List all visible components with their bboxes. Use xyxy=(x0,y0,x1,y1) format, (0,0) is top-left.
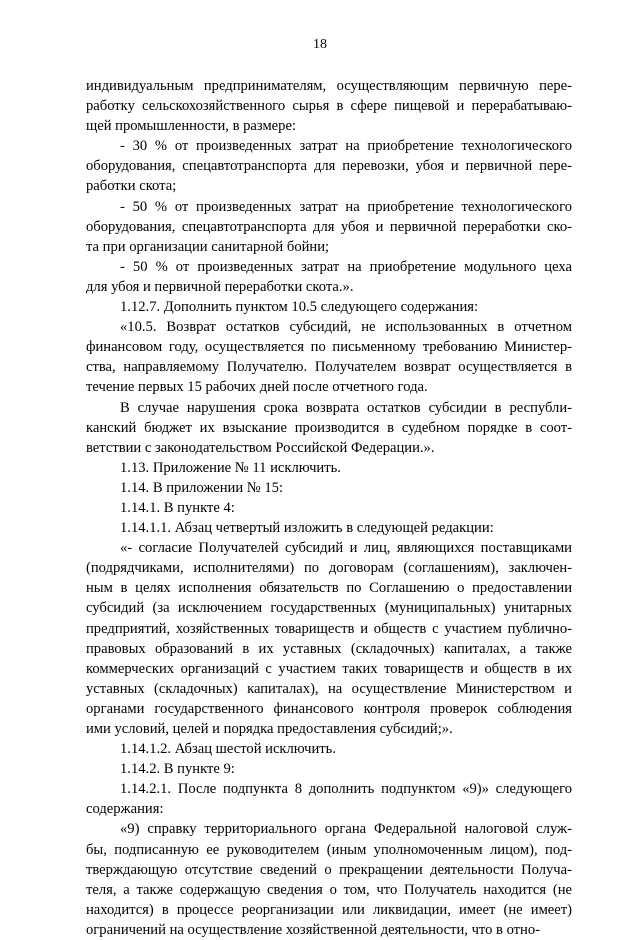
text-line: ным в целях исполнения обязательств по Соглашению о предоставлении xyxy=(86,580,572,597)
text-line: 1.14.1.2. Абзац шестой исключить. xyxy=(120,741,336,758)
paragraph xyxy=(86,498,572,518)
paragraph xyxy=(86,197,572,257)
text-line: 1.14.1. В пункте 4: xyxy=(120,499,235,516)
text-line: 1.14.2.1. После подпункта 8 дополнить подпунктом «9)» следующего xyxy=(120,781,572,798)
text-line: теля, а также содержащую сведения о том, что Получатель находится (не xyxy=(86,881,572,898)
paragraph xyxy=(86,538,572,739)
text-line: - 50 % от произведенных затрат на приобретение технологического xyxy=(120,198,572,215)
text-line: для убоя и первичной переработки скота.». xyxy=(86,278,354,295)
text-line: В случае нарушения срока возврата остатков субсидии в республи- xyxy=(120,399,572,416)
text-line: работки скота; xyxy=(86,178,177,195)
paragraph xyxy=(86,136,572,196)
text-line: щей промышленности, в размере: xyxy=(86,118,296,135)
paragraph xyxy=(86,739,572,759)
text-line: 1.13. Приложение № 11 исключить. xyxy=(120,459,341,476)
text-line: - 50 % от произведенных затрат на приобретение модульного цеха xyxy=(120,258,572,275)
text-line: индивидуальным предпринимателям, осуществляющим первичную пере- xyxy=(86,78,572,94)
paragraph xyxy=(86,819,572,940)
paragraph xyxy=(86,297,572,317)
text-line: органами государственного финансового контроля проверок соблюдения xyxy=(86,700,572,717)
text-line: находится) в процессе реорганизации или ликвидации, имеет (не имеет) xyxy=(86,901,572,918)
paragraph xyxy=(86,317,572,397)
text-line: 1.14.1.1. Абзац четвертый изложить в следующей редакции: xyxy=(120,520,494,537)
text-line: тверждающую отсутствие сведений о прекращении деятельности Получа- xyxy=(86,861,572,878)
text-line: 1.12.7. Дополнить пунктом 10.5 следующего содержания: xyxy=(120,299,479,316)
text-line: коммерческих организаций с участием таких товариществ и обществ в их xyxy=(86,660,572,677)
paragraph xyxy=(86,257,572,297)
text-line: канский бюджет их взыскание производится в судебном порядке в соот- xyxy=(86,419,572,436)
text-line: оборудования, спецавтотранспорта для перевозки, убоя и первичной пере- xyxy=(86,158,572,175)
page-number: 18 xyxy=(313,37,327,52)
text-line: ветствии с законодательством Российской Федерации.». xyxy=(86,439,435,456)
paragraph xyxy=(86,478,572,498)
paragraph xyxy=(86,518,572,538)
text-line: финансовом году, осуществляется по письменному требованию Министер- xyxy=(86,339,572,356)
paragraph xyxy=(86,458,572,478)
paragraph xyxy=(86,398,572,458)
text-line: уставных (складочных) капиталах), на осуществление Министерством и xyxy=(86,680,572,697)
text-line: 1.14. В приложении № 15: xyxy=(120,479,284,496)
text-line: субсидий (за исключением государственных (муниципальных) унитарных xyxy=(86,600,572,617)
paragraph xyxy=(86,779,572,819)
text-line: правовых образований в их уставных (складочных) капиталах, а также xyxy=(86,640,572,657)
text-line: оборудования, спецавтотранспорта для убоя и первичной переработки ско- xyxy=(86,218,572,235)
text-line: «- согласие Получателей субсидий и лиц, являющихся поставщиками xyxy=(120,540,572,557)
text-line: 1.14.2. В пункте 9: xyxy=(120,761,235,778)
document-body xyxy=(86,76,572,940)
text-line: та при организации санитарной бойни; xyxy=(86,238,330,255)
paragraph xyxy=(86,76,572,136)
text-line: «10.5. Возврат остатков субсидий, не использованных в отчетном xyxy=(120,319,572,336)
text-line: «9) справку территориального органа Федеральной налоговой служ- xyxy=(120,821,572,838)
text-line: содержания: xyxy=(86,801,164,818)
text-line: ими условий, целей и порядка предоставления субсидий;». xyxy=(86,721,453,737)
paragraph xyxy=(86,759,572,779)
text-line: (подрядчиками, исполнителями) по договорам (соглашениям), заключен- xyxy=(86,560,572,577)
text-line: работку сельскохозяйственного сырья в сфере пищевой и перерабатываю- xyxy=(86,98,572,115)
text-line: ства, направляемому Получателю. Получателем возврат осуществляется в xyxy=(86,359,572,376)
text-line: предприятий, хозяйственных товариществ и обществ с участием публично- xyxy=(86,620,572,637)
text-line: бы, подписанную ее руководителем (иным уполномоченным лицом), под- xyxy=(86,841,572,858)
text-line: течение первых 15 рабочих дней после отчетного года. xyxy=(86,379,428,396)
text-line: ограничений на осуществление хозяйственной деятельности, что в отно- xyxy=(86,921,541,938)
text-line: - 30 % от произведенных затрат на приобретение технологического xyxy=(120,138,572,155)
